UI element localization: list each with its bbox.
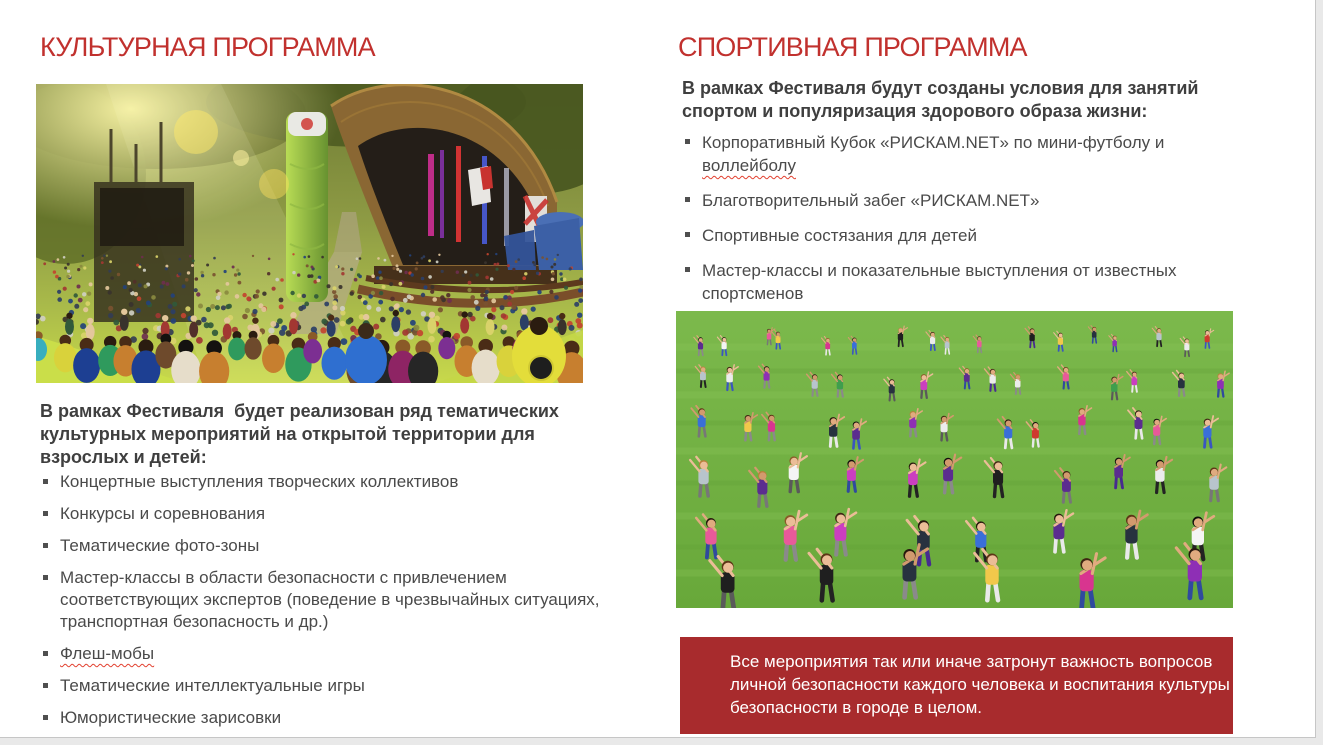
bullet-item	[40, 643, 605, 665]
bullet-item: Концертные выступления творческих коллективов	[40, 471, 605, 493]
callout-text: Все мероприятия так или иначе затронут важность вопросов личной безопасности каждого человека и воспитания культуры безопасности в городе в целом.	[730, 652, 1230, 717]
cultural-bullet-list	[40, 471, 605, 739]
sport-photo-art	[676, 311, 1233, 608]
festival-photo-art	[36, 84, 583, 383]
bullet-item: Корпоративный Кубок «РИСКАМ.NET» по мини-футболу и воллейболу	[682, 131, 1192, 177]
sport-intro-text: В рамках Фестиваля будут созданы условия для занятий спортом и популяризация здорового образа жизни:	[682, 78, 1204, 121]
misspelled-word: воллейболу	[702, 156, 796, 175]
cultural-program-title: КУЛЬТУРНАЯ ПРОГРАММА	[40, 32, 375, 62]
bullet-item: Мастер-классы и показательные выступления от известных спортсменов	[682, 259, 1192, 305]
misspelled-word: Флеш-мобы	[60, 644, 155, 663]
bullet-item: Тематические фото-зоны	[40, 535, 605, 557]
sport-bullet-list	[682, 131, 1194, 317]
bullet-item: Тематические интеллектуальные игры	[40, 675, 605, 697]
callout-box	[680, 637, 1233, 734]
bullet-item: Мастер-классы в области безопасности с привлечением соответствующих экспертов (поведение в чрезвычайных ситуациях, транспортная безопасность и др.)	[40, 567, 605, 633]
festival-photo	[36, 84, 583, 383]
bullet-item: Юмористические зарисовки	[40, 707, 605, 729]
bullet-item: Спортивные состязания для детей	[682, 224, 1192, 247]
bullet-item: Конкурсы и соревнования	[40, 503, 605, 525]
bullet-item: Благотворительный забег «РИСКАМ.NET»	[682, 189, 1192, 212]
cultural-intro-text: В рамках Фестиваля будет реализован ряд тематических культурных мероприятий на открытой территории для взрослых и детей:	[40, 401, 564, 467]
sport-photo	[676, 311, 1233, 608]
sport-program-title: СПОРТИВНАЯ ПРОГРАММА	[678, 32, 1027, 62]
